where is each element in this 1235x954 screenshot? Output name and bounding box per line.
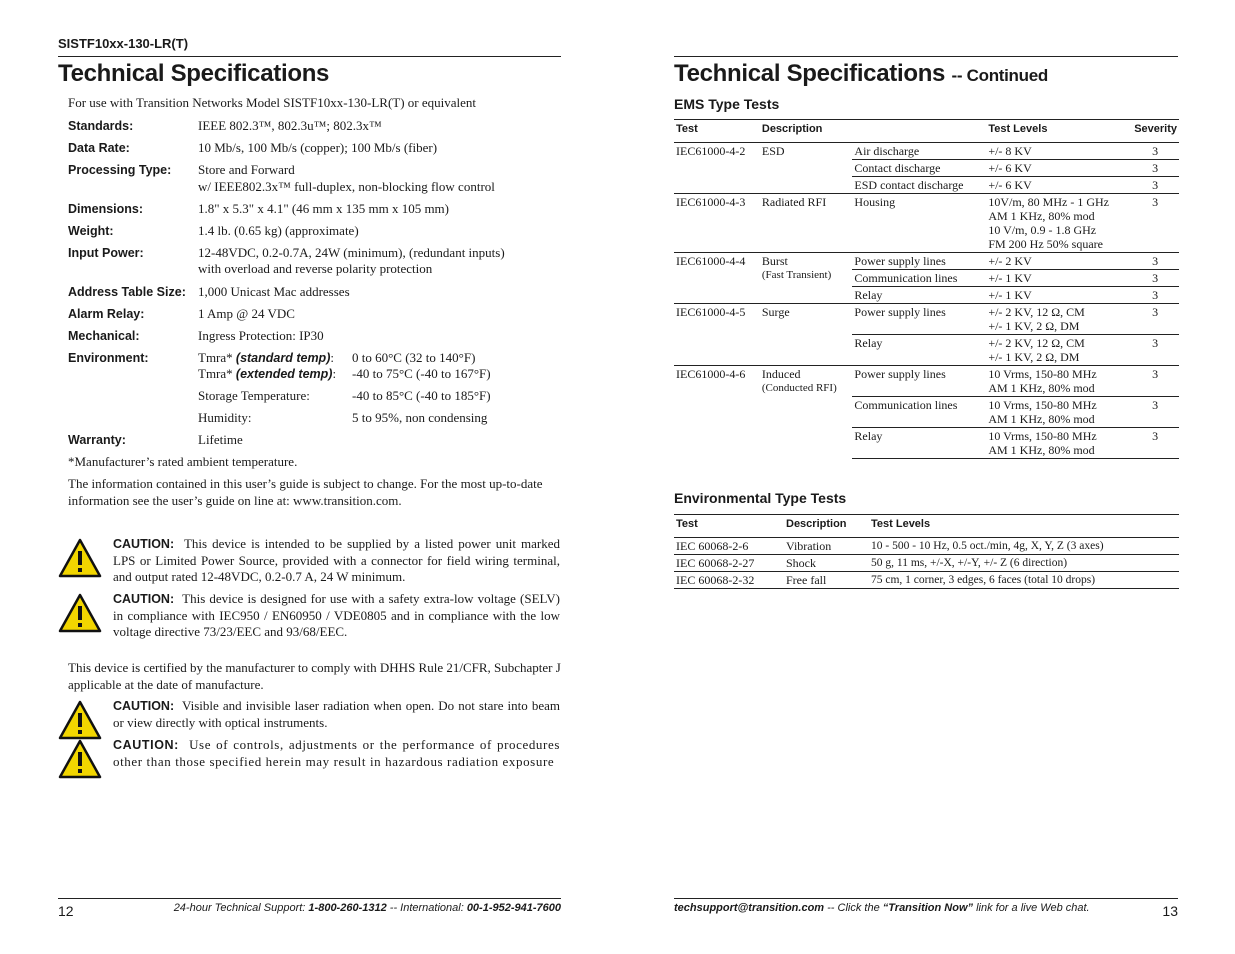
test-cell: IEC 60068-2-6 bbox=[674, 538, 784, 555]
level-cell: +/- 8 KV bbox=[986, 143, 1132, 160]
severity-cell: 3 bbox=[1132, 335, 1179, 366]
subtest-cell: Housing bbox=[852, 194, 986, 253]
col-header-test: Test bbox=[674, 515, 784, 538]
chat-footer: techsupport@transition.com -- Click the “Transition Now” link for a live Web chat. bbox=[674, 902, 1090, 914]
description-cell: Shock bbox=[784, 555, 869, 572]
severity-cell: 3 bbox=[1132, 304, 1179, 335]
subtest-cell: Power supply lines bbox=[852, 304, 986, 335]
spec-value: 1.8" x 5.3" x 4.1" (46 mm x 135 mm x 105 mm) bbox=[198, 201, 449, 216]
table-row bbox=[674, 194, 1179, 253]
page-title: Technical Specifications -- Continued bbox=[674, 60, 1048, 87]
level-cell: 10 Vrms, 150-80 MHz AM 1 KHz, 80% mod bbox=[986, 366, 1132, 397]
test-cell: IEC 60068-2-32 bbox=[674, 572, 784, 589]
table-row bbox=[674, 366, 1179, 397]
spec-value: Ingress Protection: IP30 bbox=[198, 328, 324, 343]
severity-cell: 3 bbox=[1132, 428, 1179, 459]
subtest-cell: Power supply lines bbox=[852, 253, 986, 270]
subtest-cell: Air discharge bbox=[852, 143, 986, 160]
subtest-cell: Relay bbox=[852, 287, 986, 304]
subtest-cell: Relay bbox=[852, 428, 986, 459]
severity-cell: 3 bbox=[1132, 287, 1179, 304]
spec-value: IEEE 802.3™, 802.3u™; 802.3x™ bbox=[198, 118, 382, 133]
spec-label: Warranty: bbox=[68, 433, 126, 447]
level-cell: 50 g, 11 ms, +/-X, +/-Y, +/- Z (6 direction) bbox=[869, 555, 1179, 572]
spec-label: Processing Type: bbox=[68, 163, 172, 177]
test-cell: IEC61000-4-6 bbox=[674, 366, 760, 459]
severity-cell: 3 bbox=[1132, 194, 1179, 253]
table-row bbox=[674, 143, 1179, 160]
spec-label: Weight: bbox=[68, 224, 114, 238]
intro-text: For use with Transition Networks Model SISTF10xx-130-LR(T) or equivalent bbox=[68, 95, 477, 110]
test-cell: IEC61000-4-3 bbox=[674, 194, 760, 253]
page-number: 12 bbox=[58, 903, 74, 919]
spec-label: Alarm Relay: bbox=[68, 307, 145, 321]
storage-label: Storage Temperature: bbox=[198, 388, 310, 403]
level-cell: 10 - 500 - 10 Hz, 0.5 oct./min, 4g, X, Y, Z (3 axes) bbox=[869, 538, 1179, 555]
spec-value: w/ IEEE802.3x™ full-duplex, non-blocking flow control bbox=[198, 179, 495, 194]
tmra-standard: Tmra* (standard temp): bbox=[198, 350, 334, 365]
spec-value: 1.4 lb. (0.65 kg) (approximate) bbox=[198, 223, 359, 238]
left-page bbox=[58, 0, 561, 954]
severity-cell: 3 bbox=[1132, 160, 1179, 177]
footer-rule bbox=[58, 898, 561, 899]
info-paragraph: The information contained in this user’s guide is subject to change. For the most up-to-date information see the user’s guide on line at: www.transition.com. bbox=[68, 476, 543, 508]
test-cell: IEC 60068-2-27 bbox=[674, 555, 784, 572]
severity-cell: 3 bbox=[1132, 270, 1179, 287]
spec-label: Data Rate: bbox=[68, 141, 130, 155]
spec-label: Mechanical: bbox=[68, 329, 140, 343]
transition-now-link[interactable]: “Transition Now” bbox=[882, 902, 974, 914]
humidity-label: Humidity: bbox=[198, 410, 252, 425]
ems-heading: EMS Type Tests bbox=[674, 96, 780, 112]
dhhs-paragraph: This device is certified by the manufacturer to comply with DHHS Rule 21/CFR, Subchapter J applicable at the date of manufacture. bbox=[68, 660, 561, 692]
level-cell: +/- 2 KV, 12 Ω, CM +/- 1 KV, 2 Ω, DM bbox=[986, 304, 1132, 335]
table-row bbox=[674, 538, 1179, 555]
tmra-extended-value: -40 to 75°C (-40 to 167°F) bbox=[352, 366, 491, 381]
intl-phone[interactable]: 00-1-952-941-7600 bbox=[466, 902, 561, 914]
level-cell: 10V/m, 80 MHz - 1 GHz AM 1 KHz, 80% mod 10 V/m, 0.9 - 1.8 GHz FM 200 Hz 50% square bbox=[986, 194, 1132, 253]
footer-rule bbox=[674, 898, 1178, 899]
level-cell: +/- 6 KV bbox=[986, 160, 1132, 177]
description-cell: Free fall bbox=[784, 572, 869, 589]
col-header-levels: Test Levels bbox=[869, 515, 1179, 538]
description-cell: ESD bbox=[760, 143, 853, 194]
spec-label: Address Table Size: bbox=[68, 285, 186, 299]
spec-value: 1,000 Unicast Mac addresses bbox=[198, 284, 350, 299]
right-page bbox=[674, 0, 1178, 954]
description-cell: Surge bbox=[760, 304, 853, 366]
level-cell: 10 Vrms, 150-80 MHz AM 1 KHz, 80% mod bbox=[986, 428, 1132, 459]
test-cell: IEC61000-4-5 bbox=[674, 304, 760, 366]
warning-icon bbox=[58, 593, 102, 633]
severity-cell: 3 bbox=[1132, 253, 1179, 270]
page-number: 13 bbox=[1162, 903, 1178, 919]
header-rule bbox=[674, 56, 1178, 57]
subtest-cell: Communication lines bbox=[852, 270, 986, 287]
severity-cell: 3 bbox=[1132, 143, 1179, 160]
description-cell: Vibration bbox=[784, 538, 869, 555]
subtest-cell: Relay bbox=[852, 335, 986, 366]
table-row bbox=[674, 304, 1179, 335]
title-suffix: -- Continued bbox=[951, 66, 1048, 85]
level-cell: +/- 2 KV bbox=[986, 253, 1132, 270]
description-cell: Induced (Conducted RFI) bbox=[760, 366, 853, 459]
severity-cell: 3 bbox=[1132, 177, 1179, 194]
support-phone[interactable]: 1-800-260-1312 bbox=[308, 902, 387, 914]
table-row bbox=[674, 555, 1179, 572]
support-footer: 24-hour Technical Support: 1-800-260-1312 -- International: 00-1-952-941-7600 bbox=[173, 902, 561, 914]
model-header: SISTF10xx-130-LR(T) bbox=[58, 36, 189, 51]
level-cell: +/- 6 KV bbox=[986, 177, 1132, 194]
level-cell: 75 cm, 1 corner, 3 edges, 6 faces (total 10 drops) bbox=[869, 572, 1179, 589]
spec-value: with overload and reverse polarity protection bbox=[198, 261, 433, 276]
spec-value: Store and Forward bbox=[198, 162, 295, 177]
warning-icon bbox=[58, 739, 102, 779]
spec-label: Environment: bbox=[68, 351, 149, 365]
spec-value: 10 Mb/s, 100 Mb/s (copper); 100 Mb/s (fiber) bbox=[198, 140, 438, 155]
subtest-cell: Power supply lines bbox=[852, 366, 986, 397]
spec-label: Standards: bbox=[68, 119, 134, 133]
col-header-levels: Test Levels bbox=[986, 120, 1132, 143]
table-row bbox=[674, 572, 1179, 589]
spec-value: 12-48VDC, 0.2-0.7A, 24W (minimum), (redundant inputs) bbox=[198, 245, 505, 260]
caution-text: CAUTION: Use of controls, adjustments or the performance of procedures other than those specified herein may result in hazardous radiation exposure bbox=[113, 737, 560, 769]
level-cell: +/- 1 KV bbox=[986, 270, 1132, 287]
caution-text: CAUTION: This device is intended to be supplied by a listed power unit marked LPS or Limited Power Source, provided with a connector for field wiring terminal, and output rated 12-48VDC, 0.2-0.7 A, 24 W minimum. bbox=[113, 536, 561, 584]
caution-text: CAUTION: Visible and invisible laser radiation when open. Do not stare into beam or view directly with optical instruments. bbox=[113, 698, 560, 730]
tmra-standard-value: 0 to 60°C (32 to 140°F) bbox=[352, 350, 476, 365]
test-cell: IEC61000-4-4 bbox=[674, 253, 760, 304]
warning-icon bbox=[58, 538, 102, 578]
caution-text: CAUTION: This device is designed for use with a safety extra-low voltage (SELV) in compliance with IEC950 / EN60950 / VDE0805 and in compliance with the low voltage directive 73/23/EEC and 93/68/EEC. bbox=[113, 591, 561, 639]
env-heading: Environmental Type Tests bbox=[674, 490, 847, 506]
storage-value: -40 to 85°C (-40 to 185°F) bbox=[352, 388, 491, 403]
col-header-description: Description bbox=[760, 120, 986, 143]
table-header-row bbox=[674, 120, 1179, 143]
description-cell: Burst (Fast Transient) bbox=[760, 253, 853, 304]
warning-icon bbox=[58, 700, 102, 740]
subtest-cell: Communication lines bbox=[852, 397, 986, 428]
subtest-cell: Contact discharge bbox=[852, 160, 986, 177]
level-cell: +/- 1 KV bbox=[986, 287, 1132, 304]
col-header-severity: Severity bbox=[1132, 120, 1179, 143]
test-cell: IEC61000-4-2 bbox=[674, 143, 760, 194]
ems-table bbox=[674, 119, 1179, 459]
col-header-test: Test bbox=[674, 120, 760, 143]
subtest-cell: ESD contact discharge bbox=[852, 177, 986, 194]
tmra-extended: Tmra* (extended temp): bbox=[198, 366, 337, 381]
col-header-description: Description bbox=[784, 515, 869, 538]
spec-value: Lifetime bbox=[198, 432, 243, 447]
humidity-value: 5 to 95%, non condensing bbox=[352, 410, 488, 425]
spec-label: Input Power: bbox=[68, 246, 144, 260]
table-row bbox=[674, 253, 1179, 270]
level-cell: +/- 2 KV, 12 Ω, CM +/- 1 KV, 2 Ω, DM bbox=[986, 335, 1132, 366]
spec-value: 1 Amp @ 24 VDC bbox=[198, 306, 295, 321]
page-title: Technical Specifications bbox=[58, 60, 330, 87]
table-header-row bbox=[674, 515, 1179, 538]
description-cell: Radiated RFI bbox=[760, 194, 853, 253]
severity-cell: 3 bbox=[1132, 397, 1179, 428]
spec-label: Dimensions: bbox=[68, 202, 144, 216]
level-cell: 10 Vrms, 150-80 MHz AM 1 KHz, 80% mod bbox=[986, 397, 1132, 428]
env-table bbox=[674, 514, 1179, 589]
footnote: *Manufacturer’s rated ambient temperature. bbox=[68, 454, 298, 469]
severity-cell: 3 bbox=[1132, 366, 1179, 397]
header-rule bbox=[58, 56, 561, 57]
support-email[interactable]: techsupport@transition.com bbox=[674, 902, 825, 914]
